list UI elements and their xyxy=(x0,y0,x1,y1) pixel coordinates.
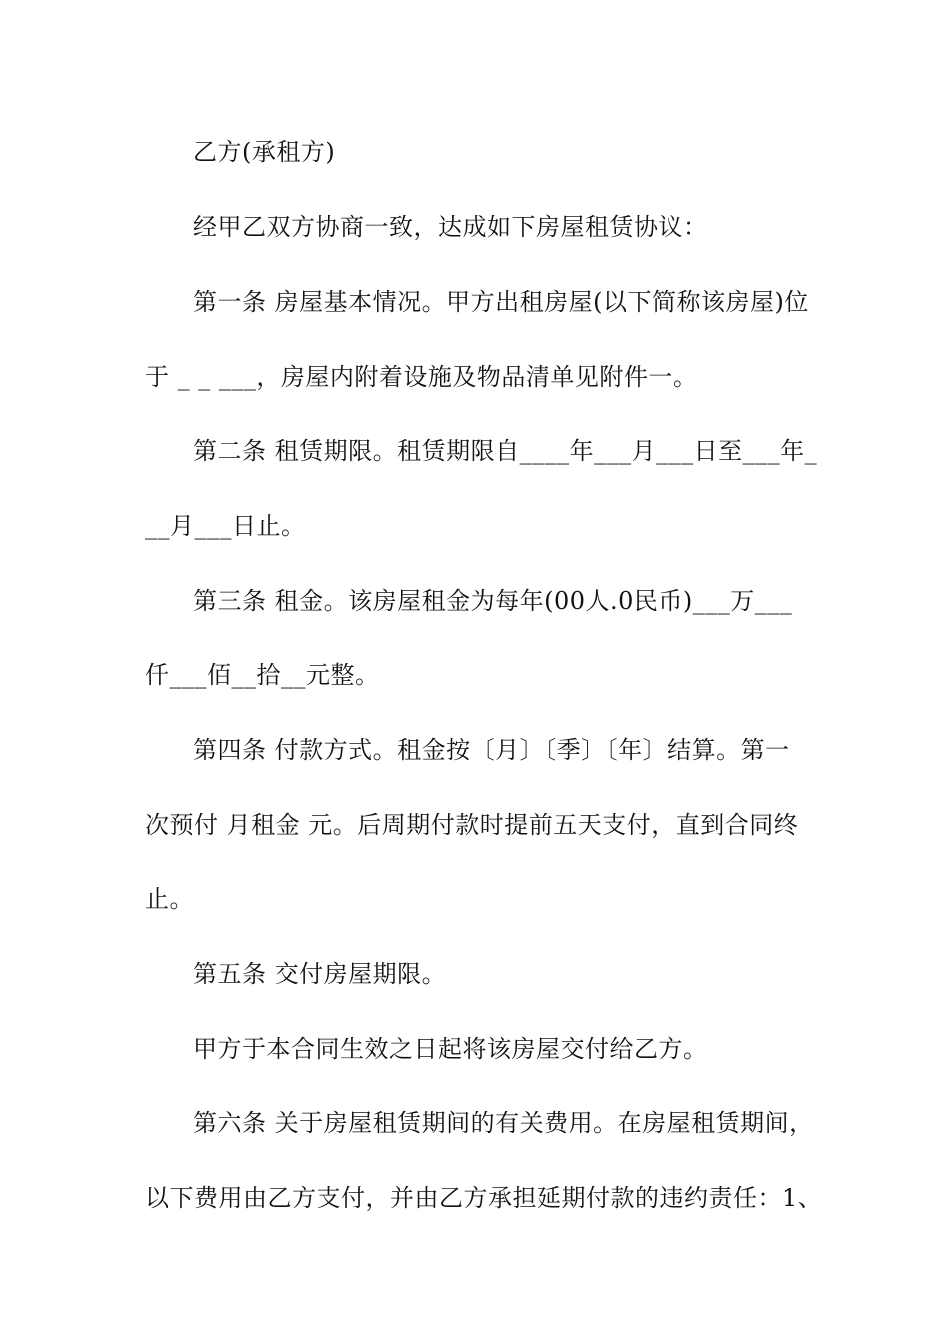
article-6-line-2: 以下费用由乙方支付，并由乙方承担延期付款的违约责任：1、 xyxy=(145,1184,823,1212)
article-2-line-2: __月___日止。 xyxy=(145,512,306,540)
article-1-line-1: 第一条 房屋基本情况。甲方出租房屋(以下简称该房屋)位 xyxy=(193,288,809,316)
article-1-line-2: 于 _ _ ___，房屋内附着设施及物品清单见附件一。 xyxy=(145,363,698,391)
preamble-text: 经甲乙双方协商一致，达成如下房屋租赁协议： xyxy=(193,213,708,241)
article-5-heading: 第五条 交付房屋期限。 xyxy=(193,960,447,988)
article-4-line-1: 第四条 付款方式。租金按〔月〕〔季〕〔年〕结算。第一 xyxy=(193,736,790,764)
article-2-line-1: 第二条 租赁期限。租赁期限自____年___月___日至___年_ xyxy=(193,437,818,465)
article-4-line-2: 次预付 月租金 元。后周期付款时提前五天支付，直到合同终 xyxy=(145,811,799,839)
party-b-heading: 乙方(承租方) xyxy=(193,138,336,166)
article-5-text: 甲方于本合同生效之日起将该房屋交付给乙方。 xyxy=(193,1035,708,1063)
article-6-line-1: 第六条 关于房屋租赁期间的有关费用。在房屋租赁期间， xyxy=(193,1109,814,1137)
article-4-line-3: 止。 xyxy=(145,885,194,913)
article-3-line-2: 仟___佰__拾__元整。 xyxy=(145,661,380,689)
article-3-line-1: 第三条 租金。该房屋租金为每年(00人.0民币)___万___ xyxy=(193,587,793,615)
